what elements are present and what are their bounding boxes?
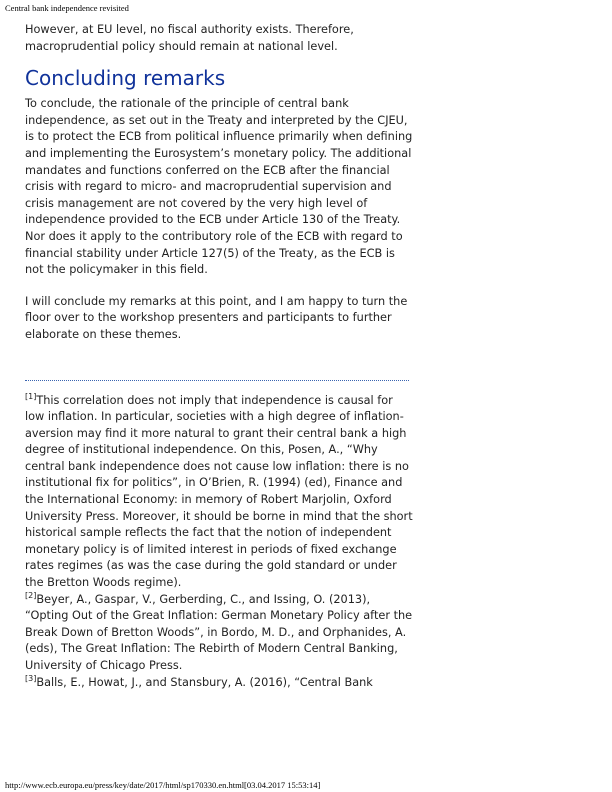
intro-paragraph: However, at EU level, no fiscal authority exists. Therefore, macroprudential policy should remain at national level. <box>25 23 354 53</box>
footnote-3-text: Balls, E., Howat, J., and Stansbury, A. (2016), “Central Bank <box>36 675 373 689</box>
footnote-2 <box>25 592 415 675</box>
footnote-2-marker[interactable]: [2] <box>25 590 37 600</box>
page-header: Central bank independence revisited <box>5 3 129 13</box>
page-footer-url: http://www.ecb.europa.eu/press/key/date/2017/html/sp170330.en.html[03.04.2017 15:53:14] <box>5 780 321 790</box>
footnote-2-text: Beyer, A., Gaspar, V., Gerberding, C., and Issing, O. (2013), “Opting Out of the Great Inflation: German Monetary Policy after the Break Down of Bretton Woods”, in Bordo, M. D., and Orphanides, A. (eds), The Great Inflation: The Rebirth of Modern Central Banking, University of Chicago Press. <box>25 592 413 672</box>
footnote-divider <box>25 380 409 381</box>
footnote-3-marker[interactable]: [3] <box>25 673 37 683</box>
footnote-3 <box>25 675 415 692</box>
conclusion-paragraph-2: I will conclude my remarks at this point, and I am happy to turn the floor over to the workshop presenters and participants to further elaborate on these themes. <box>25 294 408 341</box>
footnote-1 <box>25 393 415 592</box>
article-body <box>25 22 415 691</box>
footnote-1-text: This correlation does not imply that independence is causal for low inflation. In particular, societies with a high degree of inflation-aversion may find it more natural to grant their central bank a high degree of institutional independence. On this, Posen, A., “Why central bank independence does not cause low inflation: there is no institutional fix for politics”, in O’Brien, R. (1994) (ed), Finance and the International Economy: in memory of Robert Marjolin, Oxford University Press. Moreover, it should be borne in mind that the short historical sample reflects the fact that the notion of independent monetary policy is of limited interest in periods of fixed exchange rates regimes (as was the case during the gold standard or under the Bretton Woods regime). <box>25 393 413 590</box>
conclusion-paragraph-1: To conclude, the rationale of the principle of central bank independence, as set out in the Treaty and interpreted by the CJEU, is to protect the ECB from political influence primarily when defining and implementing the Eurosystem’s monetary policy. The additional mandates and functions conferred on the ECB after the financial crisis with regard to micro- and macroprudential supervision and crisis management are not covered by the very high level of independence provided to the ECB under Article 130 of the Treaty. Nor does it apply to the contributory role of the ECB with regard to financial stability under Article 127(5) of the Treaty, as the ECB is not the policymaker in this field. <box>25 97 413 277</box>
section-heading: Concluding remarks <box>25 66 226 91</box>
footnote-1-marker[interactable]: [1] <box>25 391 37 401</box>
